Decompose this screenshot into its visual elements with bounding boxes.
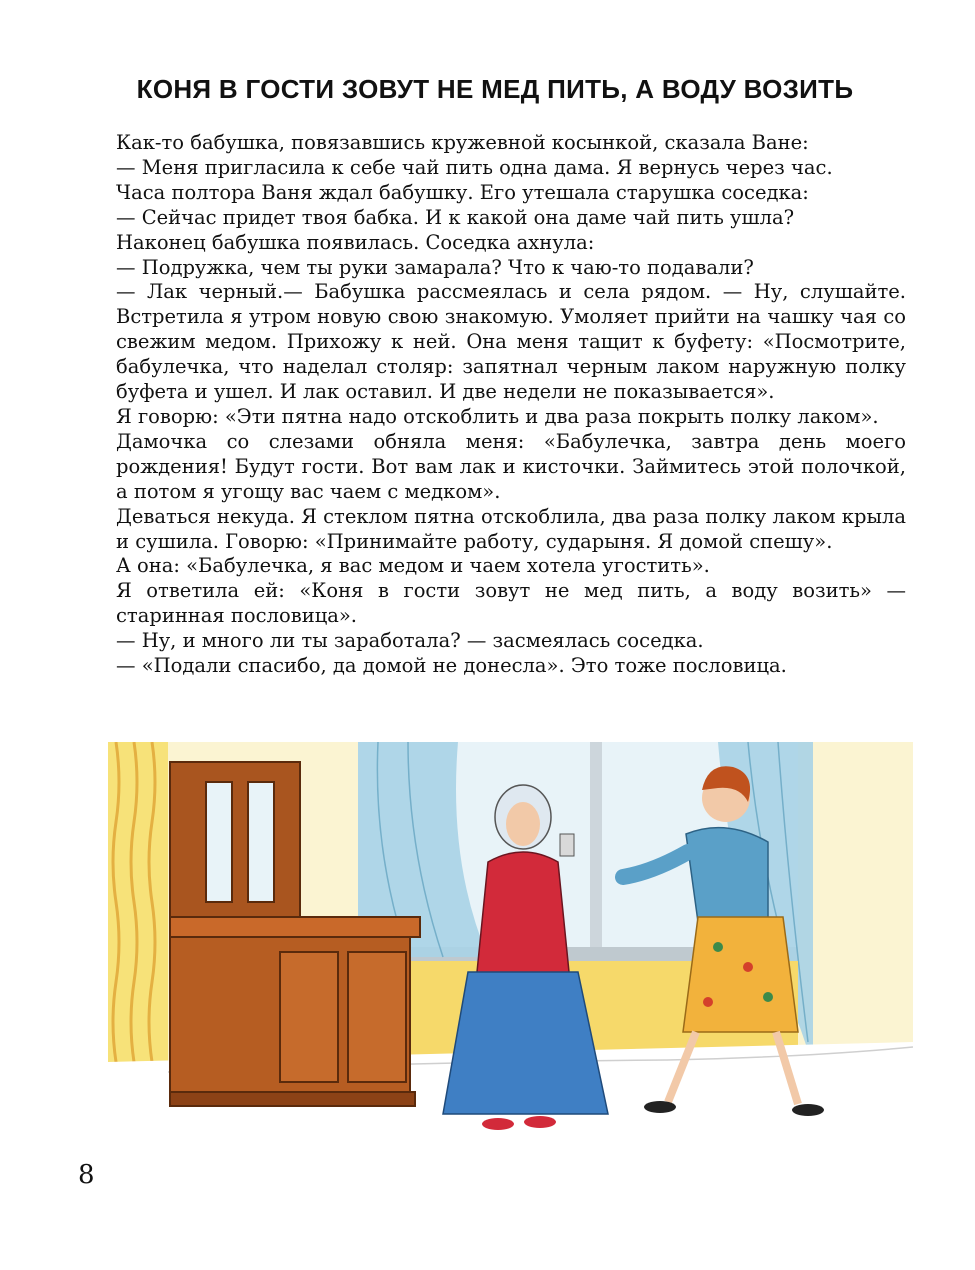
paragraph: Наконец бабушка появилась. Соседка ахнула:	[116, 230, 595, 254]
paragraph: Деваться некуда. Я стеклом пятна отскоблила, два раза полку лаком крыла и сушила. Говорю: «Принимайте работу, сударыня. Я домой спешу».	[116, 504, 906, 553]
paragraph: Дамочка со слезами обняла меня: «Бабулечка, завтра день моего рождения! Будут гости. Вот вам лак и кисточки. Займитесь этой полочкой, а потом я угощу вас чаем с медком».	[116, 429, 906, 503]
left-curtain	[108, 742, 168, 1102]
page-number: 8	[78, 1160, 95, 1190]
paragraph: — Ну, и много ли ты заработала? — засмеялась соседка.	[116, 629, 704, 653]
paragraph: — «Подали спасибо, да домой не донесла». Это тоже пословица.	[116, 654, 787, 678]
paragraph: — Сейчас придет твоя бабка. И к какой она даме чай пить ушла?	[116, 205, 795, 229]
paragraph: Я ответила ей: «Коня в гости зовут не мед пить, а воду возить» — старинная пословица».	[116, 579, 906, 628]
story-illustration	[108, 742, 913, 1142]
story-text	[116, 131, 906, 679]
story-title: КОНЯ В ГОСТИ ЗОВУТ НЕ МЕД ПИТЬ, А ВОДУ ВОЗИТЬ	[136, 74, 854, 104]
paragraph: — Меня пригласила к себе чай пить одна дама. Я вернусь через час.	[116, 155, 833, 179]
paragraph: А она: «Бабулечка, я вас медом и чаем хотела угостить».	[116, 554, 710, 578]
paragraph: Часа полтора Ваня ждал бабушку. Его утешала старушка соседка:	[116, 180, 809, 204]
paragraph: — Подружка, чем ты руки замарала? Что к чаю-то подавали?	[116, 255, 754, 279]
paragraph: — Лак черный.— Бабушка рассмеялась и села рядом. — Ну, слушайте. Встретила я утром новую свою знакомую. Умоляет прийти на чашку чая со свежим медом. Прихожу к ней. Она меня тащит к буфету: «Посмотрите, бабулечка, что наделал столяр: запятнал черным лаком наружную полку буфета и ушел. И лак оставил. И две недели не показывается».	[116, 280, 906, 404]
paragraph: Как-то бабушка, повязавшись кружевной косынкой, сказала Ване:	[116, 131, 809, 154]
paragraph: Я говорю: «Эти пятна надо отскоблить и два раза покрыть полку лаком».	[116, 404, 879, 428]
